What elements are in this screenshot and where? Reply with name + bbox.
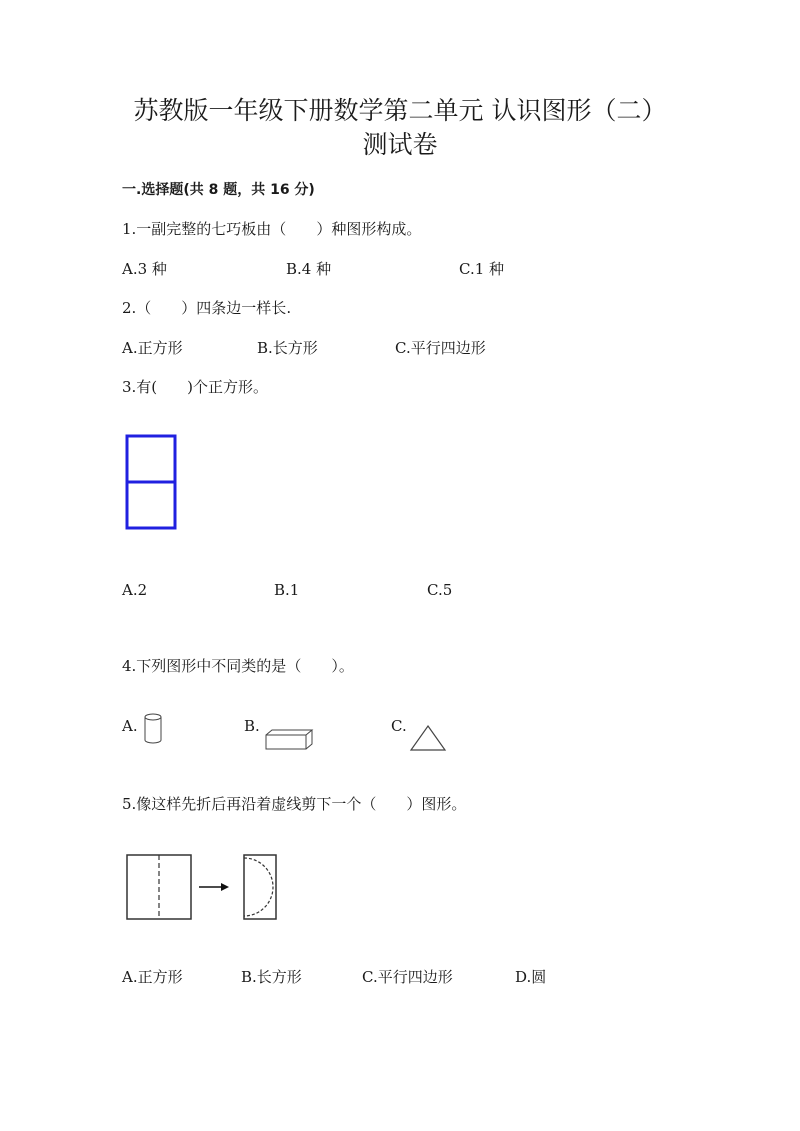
question-3-option-b: B.1 — [274, 581, 300, 599]
question-5-option-c: C.平行四边形 — [362, 968, 453, 986]
question-4-stem: 4.下列图形中不同类的是（ ）。 — [122, 657, 354, 675]
question-3-option-a: A.2 — [122, 581, 148, 599]
section-heading: 一.选择题(共 8 题，共 16 分) — [122, 182, 315, 198]
question-5-stem: 5.像这样先折后再沿着虚线剪下一个（ ）图形。 — [122, 795, 467, 813]
two-squares-figure — [125, 434, 179, 532]
triangle-icon — [409, 724, 447, 752]
question-1-option-a: A.3 种 — [122, 260, 167, 278]
question-1-stem: 1.一副完整的七巧板由（ ）种图形构成。 — [122, 220, 422, 238]
doc-title-line1: 苏教版一年级下册数学第二单元 认识图形（二） — [133, 96, 667, 125]
question-2-option-a: A.正方形 — [122, 339, 183, 357]
cylinder-icon — [142, 712, 164, 746]
question-4-option-b: B. — [244, 717, 260, 735]
question-1-option-b: B.4 种 — [286, 260, 332, 278]
doc-title-line2: 测试卷 — [362, 130, 438, 159]
question-3-stem: 3.有( )个正方形。 — [122, 378, 269, 396]
cuboid-icon — [264, 727, 314, 751]
question-5-option-a: A.正方形 — [122, 968, 183, 986]
question-2-stem: 2.（ ）四条边一样长. — [122, 299, 292, 317]
question-5-option-b: B.长方形 — [241, 968, 302, 986]
question-4-option-c: C. — [391, 717, 407, 735]
question-3-option-c: C.5 — [427, 581, 453, 599]
question-2-option-c: C.平行四边形 — [395, 339, 486, 357]
question-1-option-c: C.1 种 — [459, 260, 505, 278]
fold-cut-figure — [125, 852, 285, 922]
question-2-option-b: B.长方形 — [257, 339, 318, 357]
question-4-option-a: A. — [122, 717, 138, 735]
question-5-option-d: D.圆 — [515, 968, 547, 986]
